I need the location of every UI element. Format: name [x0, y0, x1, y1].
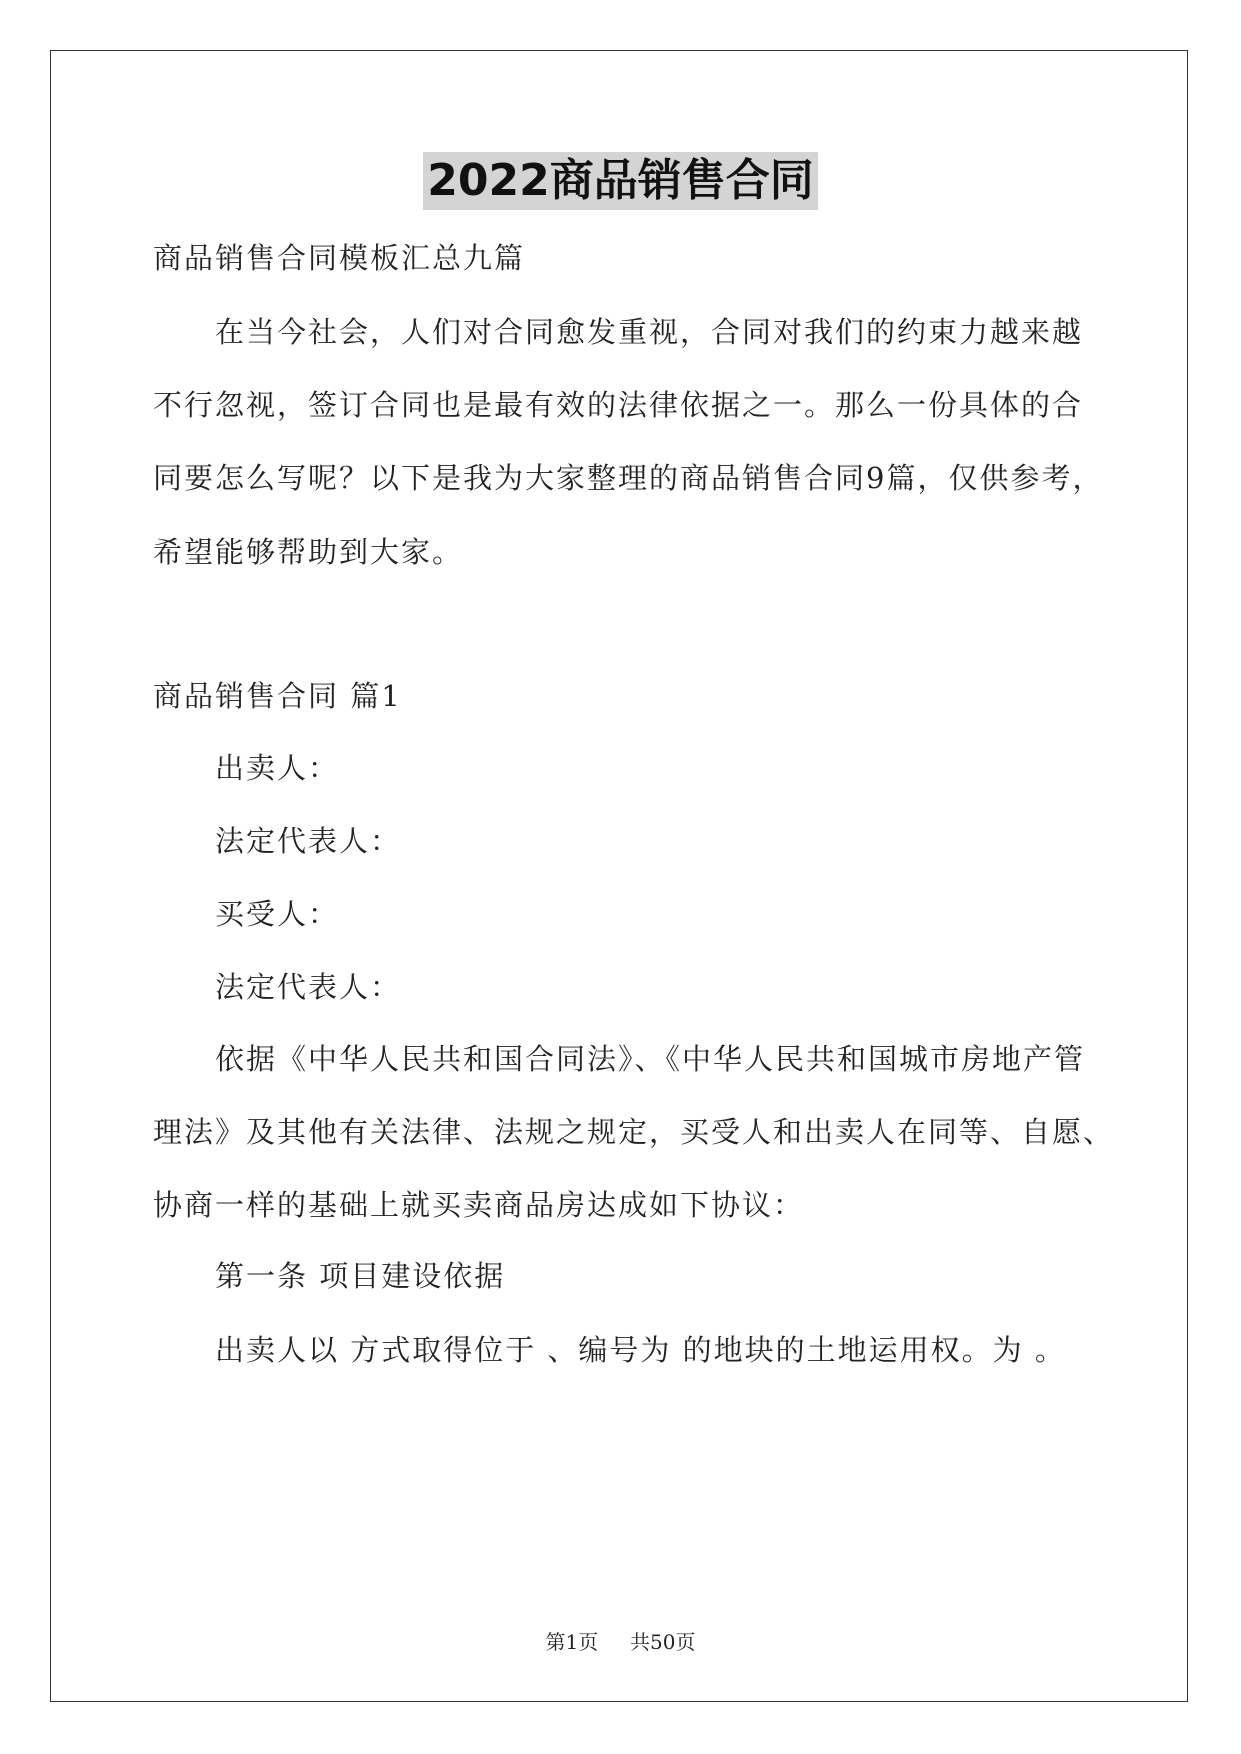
page-footer [0, 1628, 1241, 1656]
paragraph-line: 出卖人： [215, 751, 340, 785]
total-pages: 共50页 [630, 1630, 696, 1654]
page-border [50, 50, 1188, 1702]
paragraph-line: 法定代表人： [215, 970, 402, 1004]
paragraph-line: 不行忽视，签订合同也是最有效的法律依据之一。那么一份具体的合 [153, 388, 1084, 422]
page-number: 第1页 [545, 1630, 599, 1654]
paragraph-line: 希望能够帮助到大家。 [153, 535, 464, 569]
paragraph-line: 在当今社会，人们对合同愈发重视，合同对我们的约束力越来越 [215, 315, 1084, 349]
paragraph-line: 法定代表人： [215, 824, 402, 858]
section-heading: 商品销售合同 篇1 [153, 679, 402, 713]
paragraph-line: 依据《中华人民共和国合同法》、《中华人民共和国城市房地产管 [215, 1042, 1086, 1076]
subtitle-line: 商品销售合同模板汇总九篇 [153, 241, 526, 275]
title-wrap [0, 152, 1241, 210]
paragraph-line: 同要怎么写呢？以下是我为大家整理的商品销售合同9篇，仅供参考， [153, 461, 1104, 495]
paragraph-line: 出卖人以 方式取得位于 、编号为 的地块的土地运用权。为 。 [215, 1333, 1066, 1367]
document-title: 2022商品销售合同 [423, 152, 817, 210]
paragraph-line: 理法》及其他有关法律、法规之规定，买受人和出卖人在同等、自愿、 [153, 1115, 1115, 1149]
paragraph-line: 买受人： [215, 897, 340, 931]
paragraph-line: 协商一样的基础上就买卖商品房达成如下协议： [153, 1188, 805, 1222]
article-heading: 第一条 项目建设依据 [215, 1259, 506, 1293]
